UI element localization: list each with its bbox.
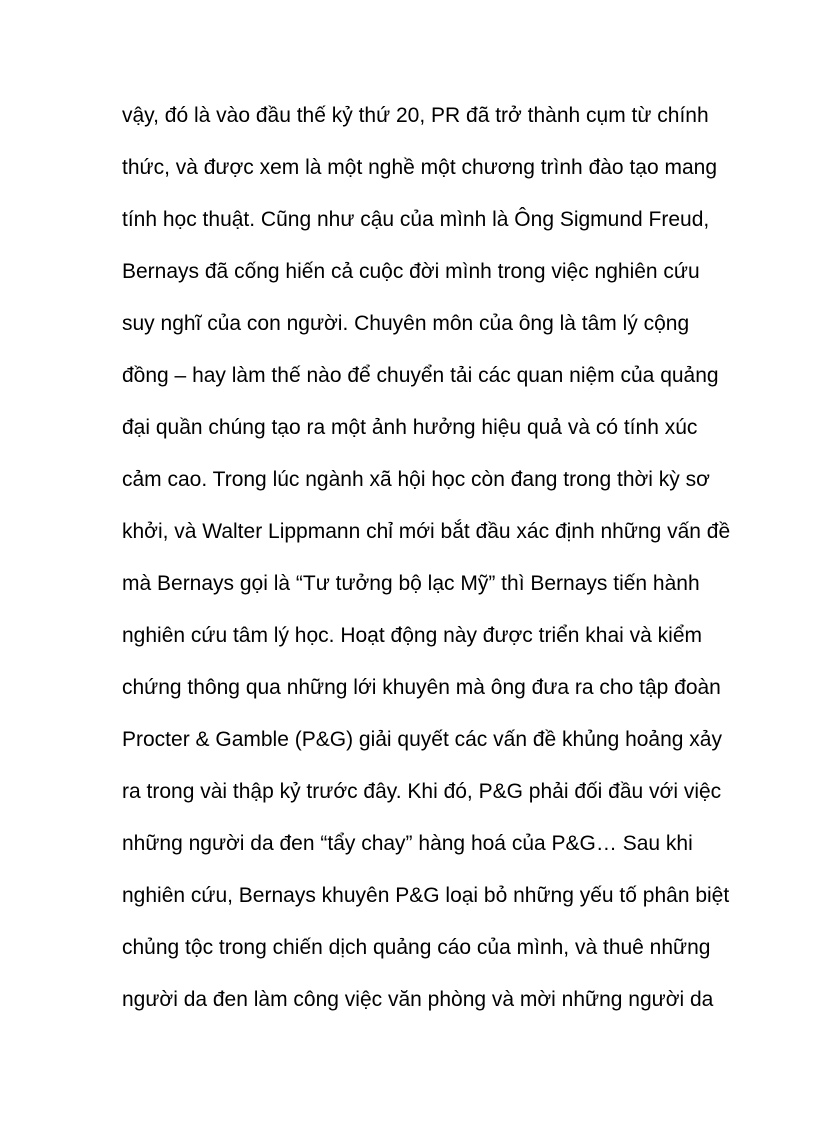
text-line: cảm cao. Trong lúc ngành xã hội học còn đang trong thời kỳ sơ xyxy=(122,468,710,491)
text-line: tính học thuật. Cũng như cậu của mình là Ông Sigmund Freud, xyxy=(122,208,710,231)
text-line: Procter & Gamble (P&G) giải quyết các vấn đề khủng hoảng xảy xyxy=(122,728,722,751)
text-line: mà Bernays gọi là “Tư tưởng bộ lạc Mỹ” thì Bernays tiến hành xyxy=(122,572,700,595)
text-line: Bernays đã cống hiến cả cuộc đời mình trong việc nghiên cứu xyxy=(122,260,700,283)
text-line: khởi, và Walter Lippmann chỉ mới bắt đầu xác định những vấn đề xyxy=(122,520,731,543)
text-line: chủng tộc trong chiến dịch quảng cáo của mình, và thuê những xyxy=(122,936,711,959)
text-line: người da đen làm công việc văn phòng và mời những người da xyxy=(122,988,714,1011)
body-paragraph xyxy=(122,95,731,1031)
text-line: ra trong vài thập kỷ trước đây. Khi đó, P&G phải đối đầu với việc xyxy=(122,780,722,803)
text-line: thức, và được xem là một nghề một chương trình đào tạo mang xyxy=(122,156,718,179)
text-line: suy nghĩ của con người. Chuyên môn của ông là tâm lý cộng xyxy=(122,312,690,335)
text-line: nghiên cứu tâm lý học. Hoạt động này được triển khai và kiểm xyxy=(122,624,703,647)
text-line: vậy, đó là vào đầu thế kỷ thứ 20, PR đã trở thành cụm từ chính xyxy=(122,104,709,127)
text-line: chứng thông qua những lới khuyên mà ông đưa ra cho tập đoàn xyxy=(122,676,721,699)
text-line: đại quần chúng tạo ra một ảnh hưởng hiệu quả và có tính xúc xyxy=(122,416,698,439)
text-line: những người da đen “tẩy chay” hàng hoá của P&G… Sau khi xyxy=(122,832,693,855)
text-line: đồng – hay làm thế nào để chuyển tải các quan niệm của quảng xyxy=(122,364,719,387)
text-line: nghiên cứu, Bernays khuyên P&G loại bỏ những yếu tố phân biệt xyxy=(122,884,730,907)
